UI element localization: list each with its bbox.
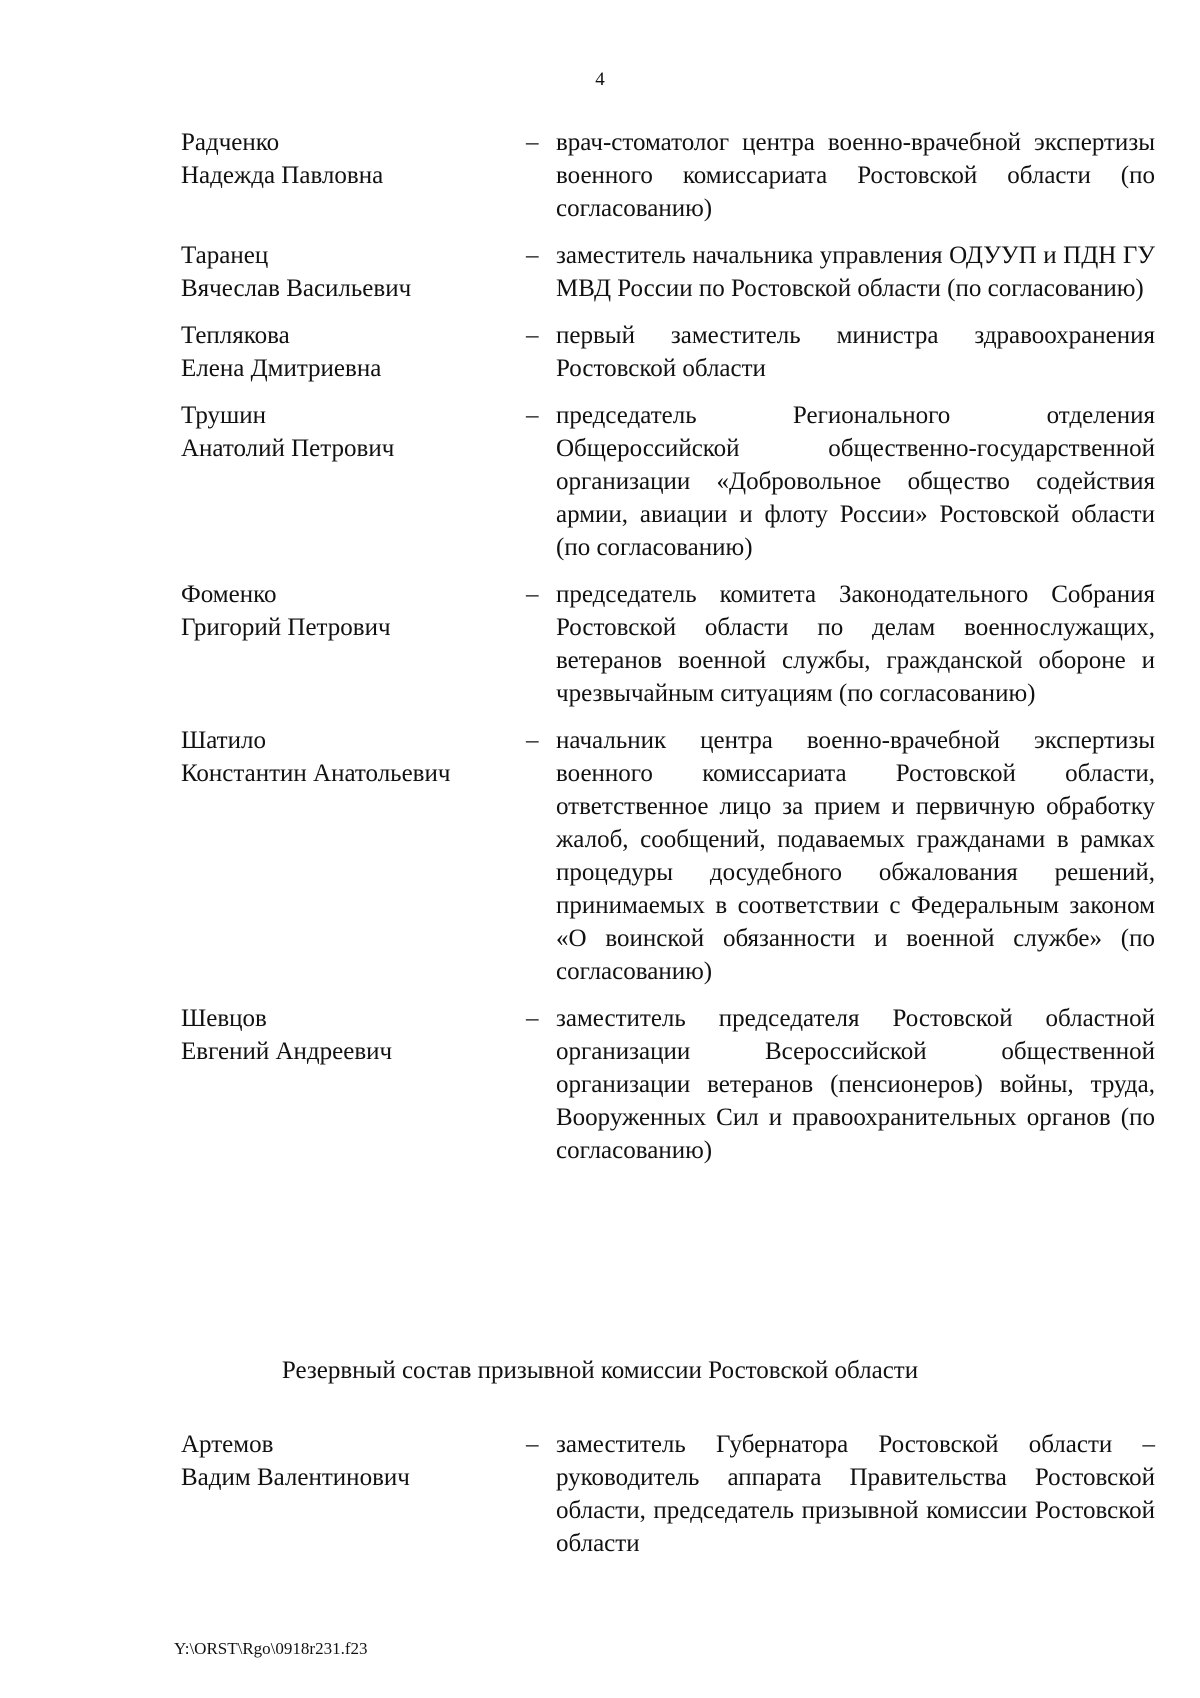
member-given-name: Евгений Андреевич: [181, 1038, 393, 1065]
member-name: [181, 399, 521, 465]
dash-separator: –: [526, 402, 539, 429]
member-given-name: Вадим Валентинович: [181, 1464, 410, 1491]
member-given-name: Елена Дмитриевна: [181, 355, 382, 382]
member-role: первый заместитель министра здравоохранения Ростовской области: [556, 322, 1155, 382]
member-name: [181, 239, 521, 305]
file-path-footer: Y:\ORST\Rgo\0918r231.f23: [174, 1639, 368, 1658]
member-role: заместитель председателя Ростовской областной организации Всероссийской общественной организации ветеранов (пенсионеров) войны, труда, Вооруженных Сил и правоохранительных органов (по согласованию): [556, 1005, 1155, 1164]
member-surname: Таранец: [181, 242, 269, 269]
member-surname: Шатило: [181, 727, 266, 754]
member-given-name: Григорий Петрович: [181, 614, 391, 641]
member-given-name: Вячеслав Васильевич: [181, 275, 412, 302]
member-surname: Шевцов: [181, 1005, 267, 1032]
member-name: [181, 1002, 521, 1068]
reserve-member-list: [181, 1428, 1155, 1560]
member-entry: [181, 319, 1155, 385]
member-surname: Трушин: [181, 402, 266, 429]
member-entry: [181, 1428, 1155, 1560]
member-entry: [181, 724, 1155, 988]
member-entry: [181, 1002, 1155, 1167]
dash-separator: –: [526, 1005, 539, 1032]
member-given-name: Константин Анатольевич: [181, 760, 451, 787]
member-given-name: Анатолий Петрович: [181, 435, 395, 462]
dash-separator: –: [526, 727, 539, 754]
reserve-section-title: Резервный состав призывной комиссии Ростовской области: [281, 1357, 919, 1384]
member-name: [181, 126, 521, 192]
member-entry: [181, 126, 1155, 225]
member-given-name: Надежда Павловна: [181, 162, 384, 189]
page-number: 4: [595, 69, 605, 90]
member-surname: Артемов: [181, 1431, 274, 1458]
member-surname: Радченко: [181, 129, 280, 156]
dash-separator: –: [526, 1431, 539, 1458]
dash-separator: –: [526, 242, 539, 269]
member-role: председатель комитета Законодательного Собрания Ростовской области по делам военнослужащих, ветеранов военной службы, гражданской обороне и чрезвычайным ситуациям (по согласованию): [556, 581, 1155, 707]
member-name: [181, 319, 521, 385]
member-name: [181, 1428, 521, 1494]
member-name: [181, 578, 521, 644]
member-name: [181, 724, 521, 790]
member-entry: [181, 578, 1155, 710]
member-role: врач-стоматолог центра военно-врачебной экспертизы военного комиссариата Ростовской области (по согласованию): [556, 129, 1155, 222]
dash-separator: –: [526, 129, 539, 156]
member-role: заместитель начальника управления ОДУУП и ПДН ГУ МВД России по Ростовской области (по согласованию): [556, 242, 1155, 302]
commission-member-list: [181, 126, 1155, 1167]
member-role: председатель Регионального отделения Общероссийской общественно-государственной организации «Добровольное общество содействия армии, авиации и флоту России» Ростовской области (по согласованию): [556, 402, 1155, 561]
member-surname: Теплякова: [181, 322, 290, 349]
dash-separator: –: [526, 581, 539, 608]
member-entry: [181, 399, 1155, 564]
member-surname: Фоменко: [181, 581, 277, 608]
member-entry: [181, 239, 1155, 305]
member-role: заместитель Губернатора Ростовской области – руководитель аппарата Правительства Ростовской области, председатель призывной комиссии Ростовской области: [556, 1431, 1155, 1557]
dash-separator: –: [526, 322, 539, 349]
member-role: начальник центра военно-врачебной экспертизы военного комиссариата Ростовской области, ответственное лицо за прием и первичную обработку жалоб, сообщений, подаваемых гражданами в рамках процедуры досудебного обжалования решений, принимаемых в соответствии с Федеральным законом «О воинской обязанности и военной службе» (по согласованию): [556, 727, 1155, 985]
